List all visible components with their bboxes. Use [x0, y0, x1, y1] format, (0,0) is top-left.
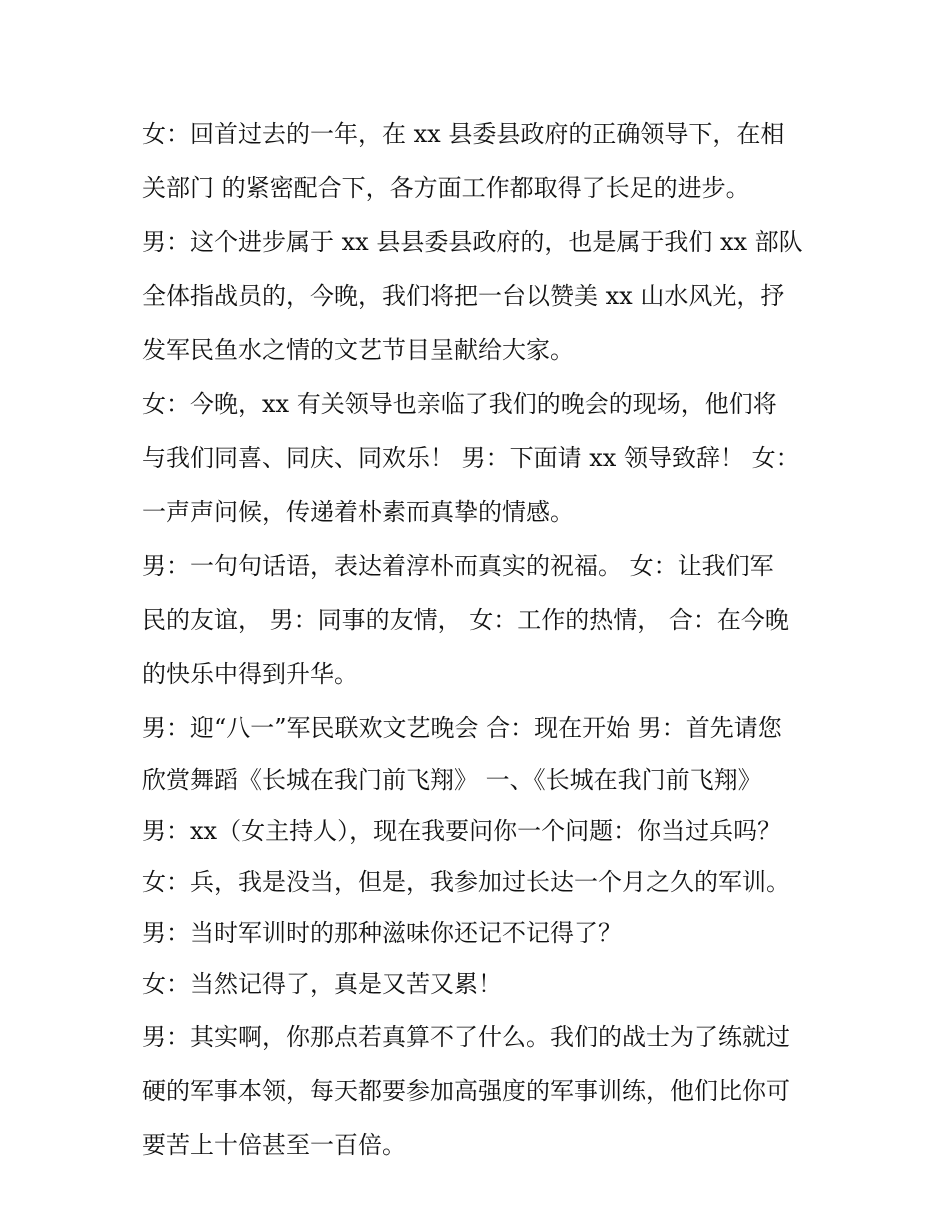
text-line: 民的友谊， 男：同事的友情， 女：工作的热情， 合：在今晚: [142, 606, 789, 634]
text-line: 硬的军事本领，每天都要参加高强度的军事训练，他们比你可: [142, 1077, 790, 1105]
text-line: 发军民鱼水之情的文艺节目呈献给大家。: [142, 336, 574, 364]
text-line: 要苦上十倍甚至一百倍。: [142, 1131, 406, 1159]
text-line: 女：兵，我是没当，但是，我参加过长达一个月之久的军训。: [142, 868, 790, 896]
text-line: 关部门 的紧密配合下，各方面工作都取得了长足的进步。: [142, 174, 750, 202]
text-line: 男：xx（女主持人），现在我要问你一个问题：你当过兵吗？: [142, 817, 782, 845]
document-body: [142, 107, 812, 1172]
text-line: 与我们同喜、同庆、同欢乐！ 男：下面请 xx 领导致辞！ 女：: [142, 444, 800, 472]
text-line: 男：其实啊，你那点若真算不了什么。我们的战士为了练就过: [142, 1023, 790, 1051]
text-line: 一声声问候，传递着朴素而真挚的情感。: [142, 498, 574, 526]
text-line: 女：今晚，xx 有关领导也亲临了我们的晚会的现场，他们将: [142, 390, 777, 418]
text-line: 欣赏舞蹈《长城在我门前飞翔》 一、《长城在我门前飞翔》: [142, 766, 762, 794]
text-line: 女：当然记得了，真是又苦又累！: [142, 970, 502, 998]
text-line: 男：当时军训时的那种滋味你还记不记得了？: [142, 919, 622, 947]
text-line: 全体指战员的，今晚，我们将把一台以赞美 xx 山水风光，抒: [142, 282, 785, 310]
text-line: 女：回首过去的一年，在 xx 县委县政府的正确领导下，在相: [142, 120, 785, 148]
text-line: 男：迎“八一”军民联欢文艺晚会 合：现在开始 男：首先请您: [142, 714, 782, 742]
text-line: 男：这个进步属于 xx 县县委县政府的，也是属于我们 xx 部队: [142, 228, 803, 256]
text-line: 的快乐中得到升华。: [142, 660, 358, 688]
text-line: 男：一句句话语，表达着淳朴而真实的祝福。 女：让我们军: [142, 552, 774, 580]
